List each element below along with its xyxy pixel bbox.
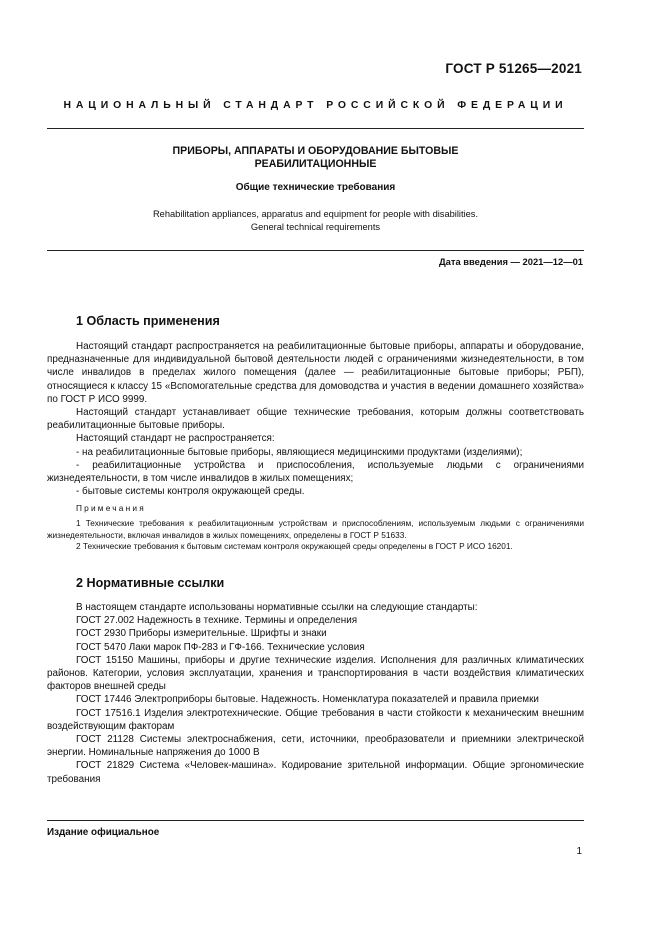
reference-item: ГОСТ 5470 Лаки марок ПФ-283 и ГФ-166. Технические условия (76, 641, 365, 653)
reference-item: ГОСТ 17516.1 Изделия электротехнические. Общие требования в части стойкости к механическим внешним воздействующим факторам (47, 707, 584, 732)
paragraph: Настоящий стандарт не распространяется: (76, 433, 275, 445)
note-item: 2 Технические требования к бытовым системам контроля окружающей среды определены в ГОСТ Р ИСО 16201. (76, 540, 513, 551)
section-1-notes (47, 503, 584, 552)
national-standard-banner: НАЦИОНАЛЬНЫЙ СТАНДАРТ РОССИЙСКОЙ ФЕДЕРАЦИИ (63, 100, 568, 111)
reference-item: ГОСТ 27.002 Надежность в технике. Термины и определения (76, 615, 358, 627)
title-line-1: ПРИБОРЫ, АППАРАТЫ И ОБОРУДОВАНИЕ БЫТОВЫЕ (172, 145, 459, 157)
reference-item: ГОСТ 21829 Система «Человек-машина». Кодирование зрительной информации. Общие эргономические требования (47, 760, 584, 785)
english-title (47, 208, 584, 234)
official-edition-label: Издание официальное (47, 827, 160, 838)
notes-heading: Примечания (76, 503, 146, 513)
list-item: - реабилитационные устройства и приспособления, используемые людьми с ограничениями жизнедеятельности, в том числе инвалидов в жилых помещениях; (47, 459, 584, 485)
introduction-date: Дата введения — 2021—12—01 (438, 256, 583, 267)
list-item: - бытовые системы контроля окружающей среды. (76, 486, 305, 498)
title-line-2: РЕАБИЛИТАЦИОННЫЕ (254, 158, 377, 170)
section-2-body (47, 601, 584, 786)
reference-item: ГОСТ 15150 Машины, приборы и другие технические изделия. Исполнения для различных климатических районов. Категории, условия эксплуатации, хранения и транспортирования в части воздействия климатических факторов внешней среды (47, 654, 584, 693)
english-title-line-2: General technical requirements (250, 222, 381, 232)
header-rule (47, 128, 584, 129)
document-subtitle: Общие технические требования (235, 182, 396, 193)
reference-item: ГОСТ 2930 Приборы измерительные. Шрифты и знаки (76, 628, 327, 640)
paragraph: Настоящий стандарт устанавливает общие технические требования, которым должны соответствовать реабилитационные бытовые приборы. (47, 407, 584, 432)
title-rule (47, 250, 584, 251)
paragraph: В настоящем стандарте использованы нормативные ссылки на следующие стандарты: (76, 602, 478, 613)
section-1-body (47, 340, 584, 498)
english-title-line-1: Rehabilitation appliances, apparatus and equipment for people with disabilities. (152, 209, 479, 219)
page-number: 1 (576, 846, 582, 857)
reference-item: ГОСТ 21128 Системы электроснабжения, сети, источники, преобразователи и приемники электрической энергии. Номинальные напряжения до 1000 В (47, 734, 584, 759)
section-1-heading: 1 Область применения (76, 314, 220, 328)
reference-item: ГОСТ 17446 Электроприборы бытовые. Надежность. Номенклатура показателей и правила приемки (76, 694, 539, 706)
footer-rule (47, 820, 584, 821)
document-title (47, 145, 584, 171)
section-2-heading: 2 Нормативные ссылки (76, 576, 225, 590)
doc-number: ГОСТ Р 51265—2021 (445, 61, 582, 76)
list-item: - на реабилитационные бытовые приборы, являющиеся медицинскими продуктами (изделиями); (76, 446, 523, 458)
paragraph: Настоящий стандарт распространяется на реабилитационные бытовые приборы, аппараты и оборудование, предназначенные для индивидуальной бытовой деятельности людей с ограничениями жизнедеятельности, в том числе инвалидов в пределах жилого помещения (далее — реабилитационные бытовые приборы; РБП), относящиеся к классу 15 «Вспомогательные средства для домоводства и участия в ведении домашнего хозяйства» по ГОСТ Р ИСО 9999. (47, 341, 584, 405)
note-item: 1 Технические требования к реабилитационным устройствам и приспособлениям, используемым людьми с ограничениями жизнедеятельности, включая инвалидов в жилых помещениях, определены в ГОСТ Р 51633. (47, 518, 584, 540)
